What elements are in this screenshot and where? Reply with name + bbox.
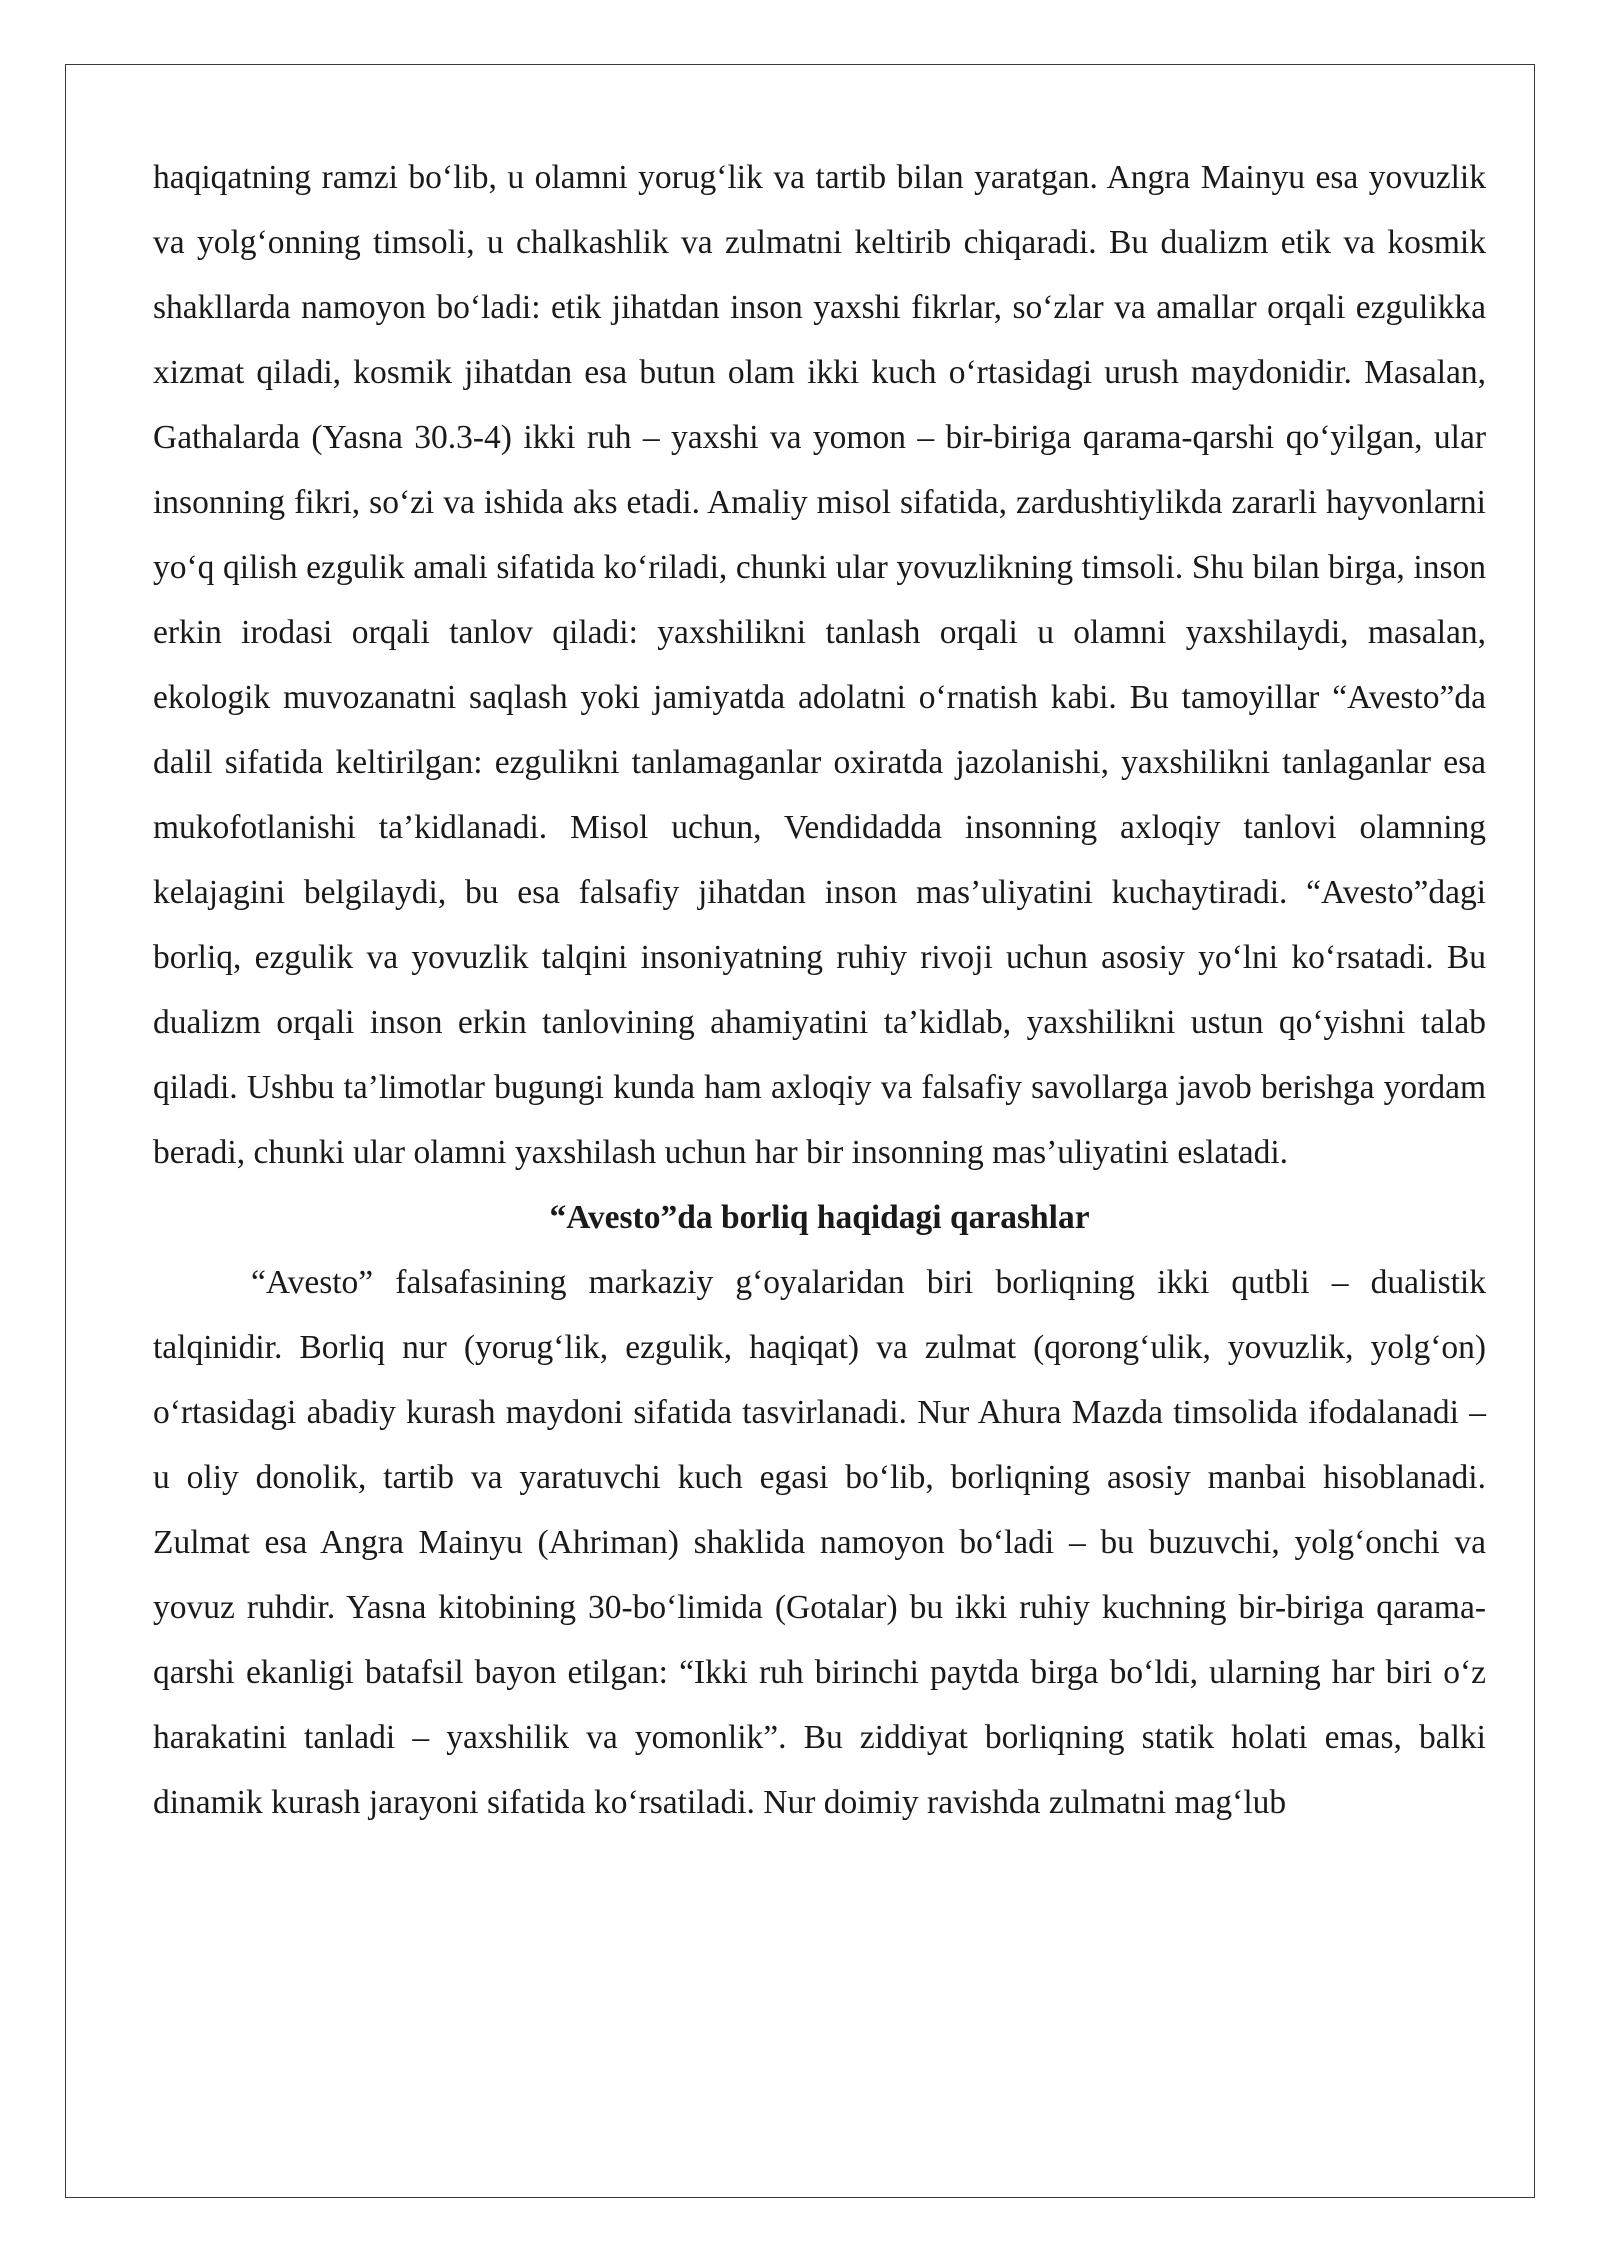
section-heading: “Avesto”da borliq haqidagi qarashlar: [549, 1199, 1090, 1236]
body-paragraph-2: “Avesto” falsafasining markaziy g‘oyalaridan biri borliqning ikki qutbli – dualistik talqinidir. Borliq nur (yorug‘lik, ezgulik, haqiqat) va zulmat (qorong‘ulik, yovuzlik, yolg‘on) o‘rtasidagi abadiy kurash maydoni sifatida tasvirlanadi. Nur Ahura Mazda timsolida ifodalanadi – u oliy donolik, tartib va yaratuvchi kuch egasi bo‘lib, borliqning asosiy manbai hisoblanadi. Zulmat esa Angra Mainyu (Ahriman) shaklida namoyon bo‘ladi – bu buzuvchi, yolg‘onchi va yovuz ruhdir. Yasna kitobining 30-bo‘limida (Gotalar) bu ikki ruhiy kuchning bir-biriga qarama-qarshi ekanligi batafsil bayon etilgan: “Ikki ruh birinchi paytda birga bo‘ldi, ularning har biri o‘z harakatini tanladi – yaxshilik va yomonlik”. Bu ziddiyat borliqning statik holati emas, balki dinamik kurash jarayoni sifatida ko‘rsatiladi. Nur doimiy ravishda zulmatni mag‘lub: [153, 1264, 1486, 1821]
document-body: [153, 145, 1486, 1835]
body-paragraph-1: haqiqatning ramzi bo‘lib, u olamni yorug‘lik va tartib bilan yaratgan. Angra Mainyu esa yovuzlik va yolg‘onning timsoli, u chalkashlik va zulmatni keltirib chiqaradi. Bu dualizm etik va kosmik shakllarda namoyon bo‘ladi: etik jihatdan inson yaxshi fikrlar, so‘zlar va amallar orqali ezgulikka xizmat qiladi, kosmik jihatdan esa butun olam ikki kuch o‘rtasidagi urush maydonidir. Masalan, Gathalarda (Yasna 30.3-4) ikki ruh – yaxshi va yomon – bir-biriga qarama-qarshi qo‘yilgan, ular insonning fikri, so‘zi va ishida aks etadi. Amaliy misol sifatida, zardushtiylikda zararli hayvonlarni yo‘q qilish ezgulik amali sifatida ko‘riladi, chunki ular yovuzlikning timsoli. Shu bilan birga, inson erkin irodasi orqali tanlov qiladi: yaxshilikni tanlash orqali u olamni yaxshilaydi, masalan, ekologik muvozanatni saqlash yoki jamiyatda adolatni o‘rnatish kabi. Bu tamoyillar “Avesto”da dalil sifatida keltirilgan: ezgulikni tanlamaganlar oxiratda jazolanishi, yaxshilikni tanlaganlar esa mukofotlanishi ta’kidlanadi. Misol uchun, Vendidadda insonning axloqiy tanlovi olamning kelajagini belgilaydi, bu esa falsafiy jihatdan inson mas’uliyatini kuchaytiradi. “Avesto”dagi borliq, ezgulik va yovuzlik talqini insoniyatning ruhiy rivoji uchun asosiy yo‘lni ko‘rsatadi. Bu dualizm orqali inson erkin tanlovining ahamiyatini ta’kidlab, yaxshilikni ustun qo‘yishni talab qiladi. Ushbu ta’limotlar bugungi kunda ham axloqiy va falsafiy savollarga javob berishga yordam beradi, chunki ular olamni yaxshilash uchun har bir insonning mas’uliyatini eslatadi.: [153, 159, 1486, 1171]
